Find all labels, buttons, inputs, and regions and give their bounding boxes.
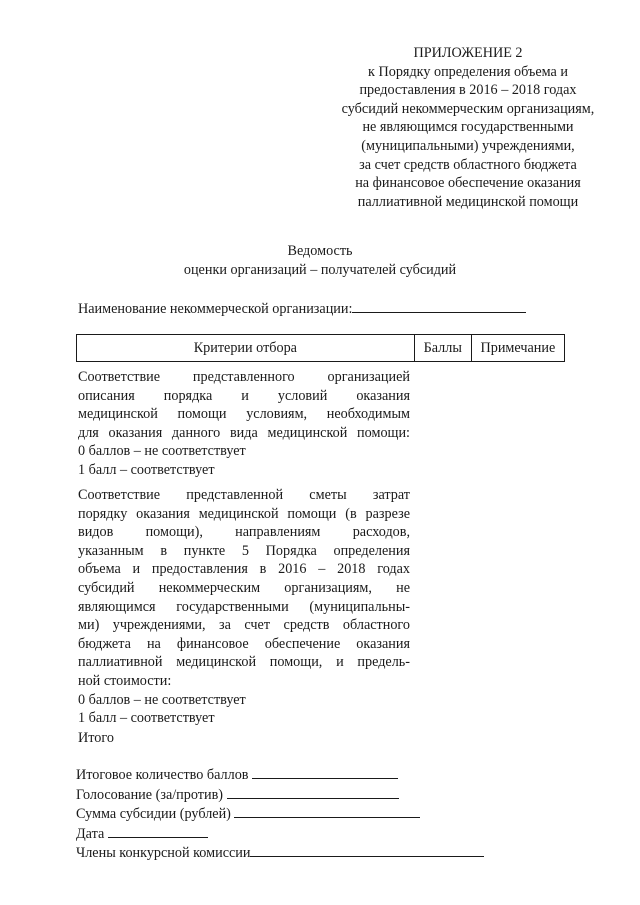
criterion-option: 1 балл – соответствует bbox=[78, 461, 215, 478]
footer-label: Итоговое количество баллов bbox=[76, 767, 249, 783]
appendix-line: паллиативной медицинской помощи bbox=[357, 193, 579, 210]
appendix-line: (муниципальными) учреждениями, bbox=[361, 137, 575, 154]
criteria-table bbox=[76, 334, 565, 362]
criterion-line: паллиативной медицинской помощи, и предель- bbox=[78, 654, 410, 671]
header-score: Баллы bbox=[414, 335, 471, 362]
appendix-line: к Порядку определения объема и bbox=[368, 63, 568, 80]
appendix-line: не являющимся государственными bbox=[362, 119, 574, 136]
criterion-line: бюджета на финансовое обеспечение оказания bbox=[78, 635, 410, 652]
org-name-line bbox=[78, 298, 526, 318]
footer-row-date bbox=[76, 824, 484, 844]
criterion-option: 1 балл – соответствует bbox=[78, 710, 215, 727]
criterion-1 bbox=[78, 368, 410, 480]
footer-row-voting bbox=[76, 785, 484, 805]
footer-label: Дата bbox=[76, 825, 105, 842]
criterion-line: для оказания данного вида медицинской помощи: bbox=[78, 424, 410, 441]
title-line-2: оценки организаций – получателей субсидий bbox=[183, 261, 457, 278]
appendix-line: ПРИЛОЖЕНИЕ 2 bbox=[413, 45, 523, 61]
criterion-line: ной стоимости: bbox=[78, 672, 172, 689]
appendix-header bbox=[330, 44, 606, 211]
criterion-option: 0 баллов – не соответствует bbox=[78, 443, 246, 460]
footer-blank bbox=[252, 765, 398, 779]
criterion-line: субсидий некоммерческим организациям, не bbox=[78, 579, 410, 596]
org-name-label: Наименование некоммерческой организации: bbox=[78, 301, 353, 317]
footer-row-commission bbox=[76, 843, 484, 863]
footer-label: Члены конкурсной комиссии bbox=[76, 845, 251, 862]
criterion-option: 0 баллов – не соответствует bbox=[78, 691, 246, 708]
footer-label: Голосование (за/против) bbox=[76, 786, 223, 803]
criterion-line: Соответствие представленной сметы затрат bbox=[78, 487, 410, 503]
total-label: Итого bbox=[78, 730, 114, 746]
criterion-line: описания порядка и условий оказания bbox=[78, 387, 410, 404]
footer-blank bbox=[250, 843, 484, 857]
criterion-line: ми) учреждениями, за счет средств областного bbox=[78, 617, 410, 634]
footer-blank bbox=[234, 804, 420, 818]
appendix-line: субсидий некоммерческим организациям, bbox=[341, 100, 595, 117]
criterion-2 bbox=[78, 486, 410, 728]
footer-fields bbox=[76, 765, 484, 863]
footer-blank bbox=[227, 785, 399, 799]
title-line-1: Ведомость bbox=[287, 243, 353, 259]
appendix-line: на финансовое обеспечение оказания bbox=[355, 175, 581, 192]
criterion-line: Соответствие представленного организацией bbox=[78, 369, 410, 385]
criterion-line: объема и предоставления в 2016 – 2018 годах bbox=[78, 561, 410, 578]
footer-label: Сумма субсидии (рублей) bbox=[76, 806, 231, 823]
appendix-line: за счет средств областного бюджета bbox=[359, 156, 577, 173]
criterion-line: медицинской помощи условиям, необходимым bbox=[78, 406, 410, 423]
appendix-line: предоставления в 2016 – 2018 годах bbox=[359, 82, 577, 99]
header-note: Примечание bbox=[471, 335, 564, 362]
criterion-line: указанным в пункте 5 Порядка определения bbox=[78, 542, 410, 559]
criterion-line: видов помощи), направлениям расходов, bbox=[78, 524, 410, 541]
document-title bbox=[120, 242, 520, 279]
footer-row-subsidy bbox=[76, 804, 484, 824]
footer-blank bbox=[108, 824, 208, 838]
header-criteria: Критерии отбора bbox=[77, 335, 415, 362]
criterion-line: являющимся государственными (муниципальны- bbox=[78, 598, 410, 615]
org-name-blank bbox=[352, 298, 526, 313]
footer-row-total-score bbox=[76, 765, 484, 785]
criterion-line: порядку оказания медицинской помощи (в разрезе bbox=[78, 505, 410, 522]
table-header-row bbox=[77, 335, 565, 362]
